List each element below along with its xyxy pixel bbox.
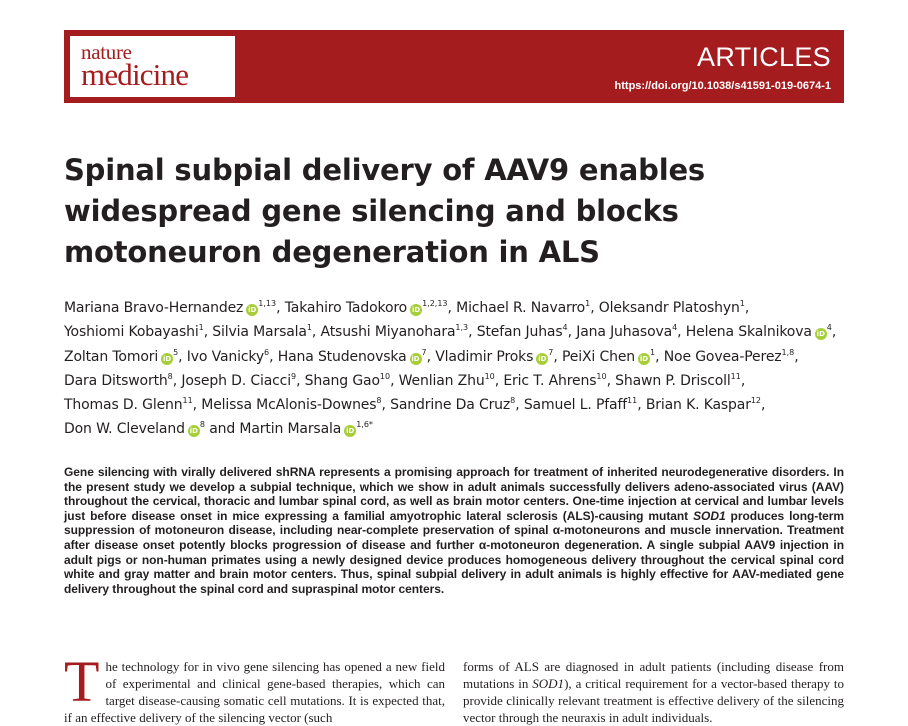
author-name[interactable]: Joseph D. Ciacci [181, 372, 291, 389]
author [456, 300, 590, 316]
author-name[interactable]: Silvia Marsala [212, 324, 307, 341]
affiliation-marker: 4 [672, 323, 678, 333]
author-separator: , [203, 324, 213, 341]
affiliation-marker: 1,6* [356, 420, 373, 430]
abstract-text-part1: Gene silencing with virally delivered shRNA represents a promising approach for treatment of inherited neurodegenerative disorders. In the present study we develop a subpial technique, which we show in adult animals successfully delivers adeno-associated virus (AAV) throughout the cervical, thoracic and lumbar spinal cord, as well as brain motor centers. One-time injection at cervical and lumbar levels just before disease onset in mice expressing a familial amyotrophic lateral sclerosis (ALS)-causing mutant [64, 465, 844, 523]
affiliation-marker: 11 [627, 396, 638, 406]
author [64, 397, 193, 413]
affiliation-marker: 6 [263, 347, 270, 357]
author-name[interactable]: Samuel L. Pfaff [523, 397, 628, 414]
affiliation-marker: 1 [739, 299, 745, 308]
affiliation-marker: 1 [585, 299, 591, 308]
author [576, 324, 677, 340]
author-name[interactable]: Dara Ditsworth [64, 372, 168, 389]
affiliation-marker: 1 [650, 347, 656, 357]
author-name[interactable]: Mariana Bravo-Hernandez [64, 300, 244, 316]
author-separator: , [740, 372, 746, 389]
author-separator: , [468, 324, 477, 341]
orcid-icon[interactable]: iD [189, 427, 198, 436]
author-name[interactable]: Thomas D. Glenn [64, 397, 183, 414]
affiliation-marker: 10 [484, 371, 495, 381]
author-name[interactable]: Vladimir Proks [435, 348, 534, 365]
author [562, 349, 655, 365]
body-column-right [463, 658, 844, 726]
author-separator: , [606, 372, 616, 389]
affiliation-marker: 9 [290, 371, 297, 381]
affiliation-marker: 8 [376, 396, 382, 406]
author [686, 324, 832, 340]
author-name[interactable]: Wenlian Zhu [398, 372, 485, 389]
author [285, 300, 448, 316]
abstract-text-part2: produces long-term suppression of motoneuron disease, including near-complete preservation of spinal α-motoneurons and muscle innervation. Treatment after disease onset potently blocks progression of disease and further α-motoneuron degeneration. A single subpial AAV9 injection in adult pigs or non-human primates using a newly designed device produces homogeneous delivery throughout the cervical spinal cord white and gray matter and brain motor centers. Thus, spinal subpial delivery in adult animals is highly effective for AAV-mediated gene delivery throughout the spinal cord and supraspinal motor centers. [64, 508, 845, 596]
section-label: ARTICLES [697, 42, 831, 72]
affiliation-marker: 1 [198, 323, 204, 333]
author-separator: , [590, 300, 599, 316]
author [477, 324, 568, 340]
abstract-gene-name: SOD1 [693, 508, 726, 523]
affiliation-marker: 5 [173, 347, 179, 357]
orcid-icon[interactable]: iD [538, 354, 547, 363]
author-separator: , [567, 324, 577, 341]
author-name[interactable]: Yoshiomi Kobayashi [64, 324, 199, 341]
author [435, 349, 553, 365]
author [64, 300, 276, 316]
author-separator: , [447, 300, 457, 316]
orcid-icon[interactable]: iD [816, 330, 825, 339]
drop-cap: T [64, 649, 100, 714]
orcid-icon[interactable]: iD [411, 306, 421, 314]
author-name[interactable]: Sandrine Da Cruz [390, 397, 511, 414]
author-name[interactable]: Eric T. Ahrens [503, 372, 597, 389]
author-name[interactable]: Stefan Juhas [476, 324, 563, 341]
affiliation-marker: 8 [167, 371, 173, 381]
author [64, 324, 204, 340]
author [212, 324, 312, 340]
author-separator: , [192, 397, 202, 414]
author [239, 421, 373, 437]
author-separator: , [637, 397, 646, 414]
affiliation-marker: 1,3 [455, 323, 469, 333]
affiliation-marker: 1 [306, 323, 312, 333]
author-name[interactable]: Jana Juhasova [576, 324, 673, 341]
author [399, 373, 495, 389]
affiliation-marker: 4 [562, 323, 568, 333]
author [646, 397, 761, 413]
author-separator: , [311, 324, 321, 341]
author-name[interactable]: Atsushi Miyanohara [320, 324, 456, 341]
body-gene-name: SOD1 [532, 676, 565, 691]
orcid-icon[interactable]: iD [248, 306, 257, 314]
author-name[interactable]: Helena Skalnikova [685, 324, 812, 341]
author [503, 373, 606, 389]
author-separator: , [655, 348, 664, 365]
author-name[interactable]: Brian K. Kaspar [645, 397, 751, 414]
author [390, 397, 515, 413]
journal-header-banner [64, 30, 844, 103]
author-name[interactable]: Martin Marsala [239, 421, 342, 438]
author-separator: , [269, 348, 278, 365]
author-separator: and [204, 421, 240, 438]
author [278, 349, 427, 365]
author-name[interactable]: Noe Govea-Perez [663, 348, 782, 365]
author-separator: , [426, 348, 436, 365]
affiliation-marker: 10 [596, 371, 607, 381]
author-separator: , [172, 372, 182, 389]
body-text-left: he technology for in vivo gene silencing has opened a new field of experimental and clinical gene-based therapies, which can target disease-causing somatic cell mutations. It is expected that, if an effective delivery of the silencing vector (such [64, 659, 445, 725]
affiliation-marker: 1,2,13 [422, 299, 448, 308]
author [524, 397, 637, 413]
author [187, 349, 269, 365]
author [64, 349, 178, 365]
affiliation-marker: 4 [826, 323, 832, 333]
author-separator: , [553, 348, 562, 365]
author-name[interactable]: Oleksandr Platoshyn [598, 300, 740, 316]
author-name[interactable]: Melissa McAlonis-Downes [201, 397, 377, 414]
author-separator: , [744, 300, 750, 316]
author [201, 397, 381, 413]
affiliation-marker: 10 [379, 371, 391, 381]
body-column-left [64, 649, 445, 726]
abstract [64, 465, 844, 596]
author-separator: , [276, 300, 285, 316]
author-name[interactable]: Zoltan Tomori [64, 348, 159, 365]
author [615, 373, 741, 389]
affiliation-marker: 11 [182, 396, 193, 406]
author [664, 349, 795, 365]
author-separator: , [178, 348, 187, 365]
author [181, 373, 296, 389]
article-title: Spinal subpial delivery of AAV9 enables widespread gene silencing and blocks motoneuron degeneration in ALS [64, 153, 705, 269]
affiliation-marker: 12 [750, 396, 762, 406]
author-separator: , [677, 324, 686, 341]
orcid-icon[interactable]: iD [162, 354, 172, 363]
logo-medicine-text: medicine [81, 57, 189, 92]
logo-nature-text: nature [81, 40, 132, 64]
author-list [64, 296, 854, 442]
affiliation-marker: 7 [548, 347, 554, 357]
author-separator: , [794, 348, 799, 365]
affiliation-marker: 8 [199, 420, 205, 430]
body-text-right-part2: ), a critical requirement for a vector-based therapy to provide clinically relevant treatment is effective delivery of the silencing vector through the neuraxis in adult individuals. [463, 676, 844, 725]
journal-logo[interactable] [70, 36, 235, 97]
author-name[interactable]: Hana Studenovska [277, 348, 407, 365]
author-separator: , [390, 372, 399, 389]
body-text-right-part1: forms of ALS are diagnosed in adult patients (including disease from mutations in [463, 659, 844, 691]
author-separator: , [831, 324, 837, 341]
author-name[interactable]: Ivo Vanicky [186, 348, 264, 365]
author-separator: , [515, 397, 524, 414]
author-separator: , [296, 372, 305, 389]
affiliation-marker: 11 [730, 371, 741, 381]
affiliation-marker: 7 [421, 347, 427, 357]
author-separator: , [381, 397, 391, 414]
affiliation-marker: 8 [510, 396, 516, 406]
author [64, 421, 205, 437]
orcid-icon[interactable]: iD [411, 354, 420, 363]
orcid-icon[interactable]: iD [639, 354, 649, 363]
author-name[interactable]: Shang Gao [304, 372, 380, 389]
author-separator: , [494, 372, 504, 389]
author-separator: , [761, 397, 766, 414]
author-name[interactable]: PeiXi Chen [562, 348, 636, 365]
author-name[interactable]: Takahiro Tadokoro [284, 300, 408, 316]
orcid-icon[interactable]: iD [346, 427, 355, 436]
author-name[interactable]: Michael R. Navarro [456, 300, 586, 316]
affiliation-marker: 1,13 [258, 299, 277, 308]
author-name[interactable]: Shawn P. Driscoll [615, 372, 731, 389]
author [321, 324, 469, 340]
affiliation-marker: 1,8 [781, 347, 795, 357]
author [599, 300, 745, 316]
author [305, 373, 390, 389]
doi-link[interactable]: https://doi.org/10.1038/s41591-019-0674-1 [614, 80, 831, 92]
author-name[interactable]: Don W. Cleveland [64, 421, 185, 438]
author [64, 373, 173, 389]
